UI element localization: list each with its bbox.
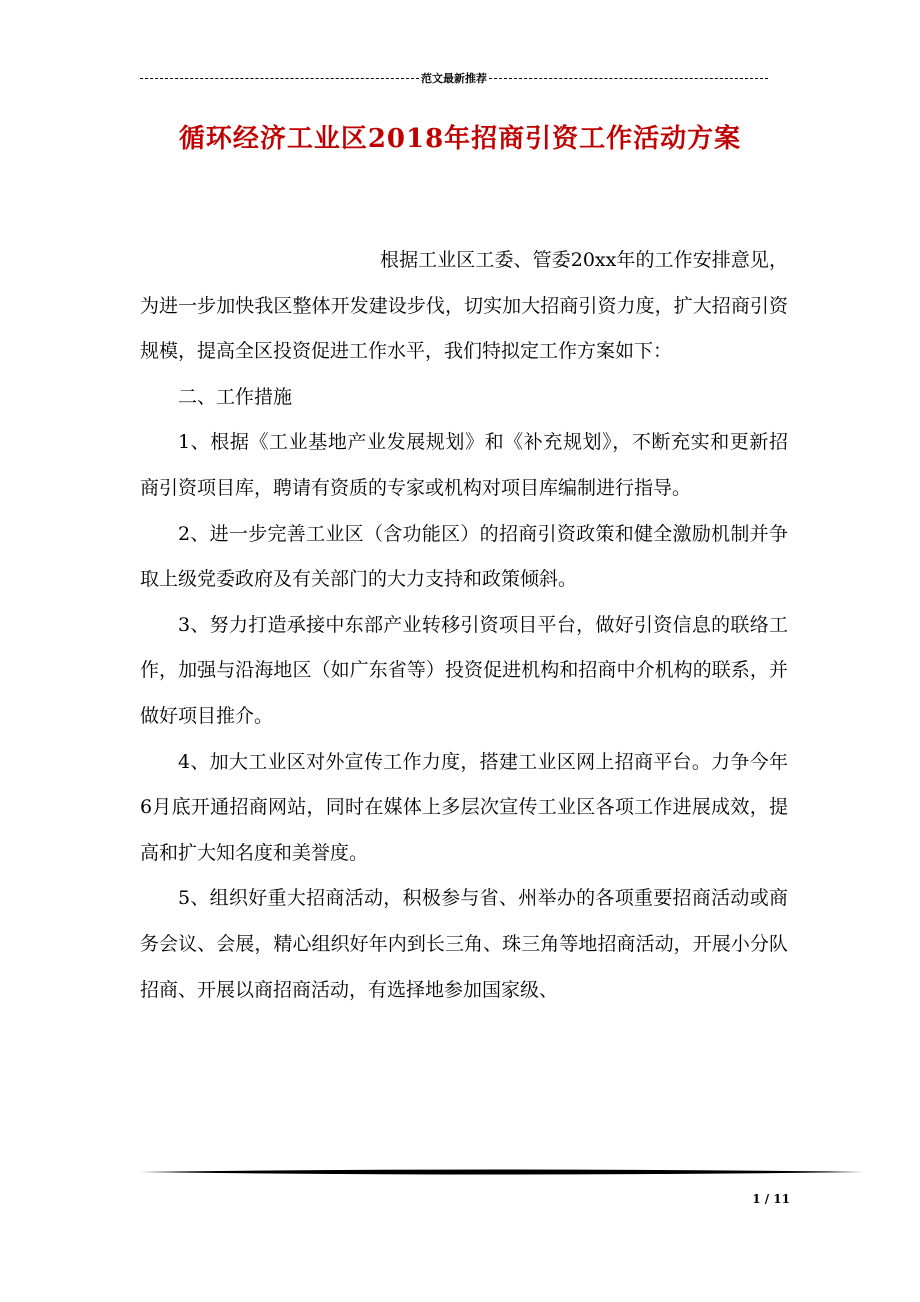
paragraph-item-2: 2、进一步完善工业区（含功能区）的招商引资政策和健全激励机制并争取上级党委政府及有关部门的大力支持和政策倾斜。 <box>140 522 788 591</box>
document-body <box>140 238 788 1013</box>
paragraph-item-3: 3、努力打造承接中东部产业转移引资项目平台，做好引资信息的联络工作，加强与沿海地区（如广东省等）投资促进机构和招商中介机构的联系，并做好项目推介。 <box>140 613 788 727</box>
header-dash-right <box>489 78 768 79</box>
paragraph-section-heading: 二、工作措施 <box>178 385 293 408</box>
header-label: 范文最新推荐 <box>421 72 487 85</box>
header-dash-left <box>140 78 419 79</box>
paragraph-item-1: 1、根据《工业基地产业发展规划》和《补充规划》，不断充实和更新招商引资项目库，聘请有资质的专家或机构对项目库编制进行指导。 <box>140 431 788 499</box>
footer-rule <box>140 1168 864 1176</box>
paragraph-item-4: 4、加大工业区对外宣传工作力度，搭建工业区网上招商平台。力争今年6月底开通招商网站，同时在媒体上多层次宣传工业区各项工作进展成效，提高和扩大知名度和美誉度。 <box>140 750 788 864</box>
paragraph-item-5: 5、组织好重大招商活动，积极参与省、州举办的各项重要招商活动或商务会议、会展，精心组织好年内到长三角、珠三角等地招商活动，开展小分队招商、开展以商招商活动，有选择地参加国家级、 <box>140 887 788 1001</box>
document-title: 循环经济工业区2018年招商引资工作活动方案 <box>178 124 742 154</box>
page-number: 1 / 11 <box>752 1192 790 1206</box>
page-header <box>140 68 768 88</box>
paragraph-intro: 根据工业区工委、管委20xx年的工作安排意见，为进一步加快我区整体开发建设步伐，切实加大招商引资力度，扩大招商引资规模，提高全区投资促进工作水平，我们特拟定工作方案如下： <box>140 249 788 363</box>
